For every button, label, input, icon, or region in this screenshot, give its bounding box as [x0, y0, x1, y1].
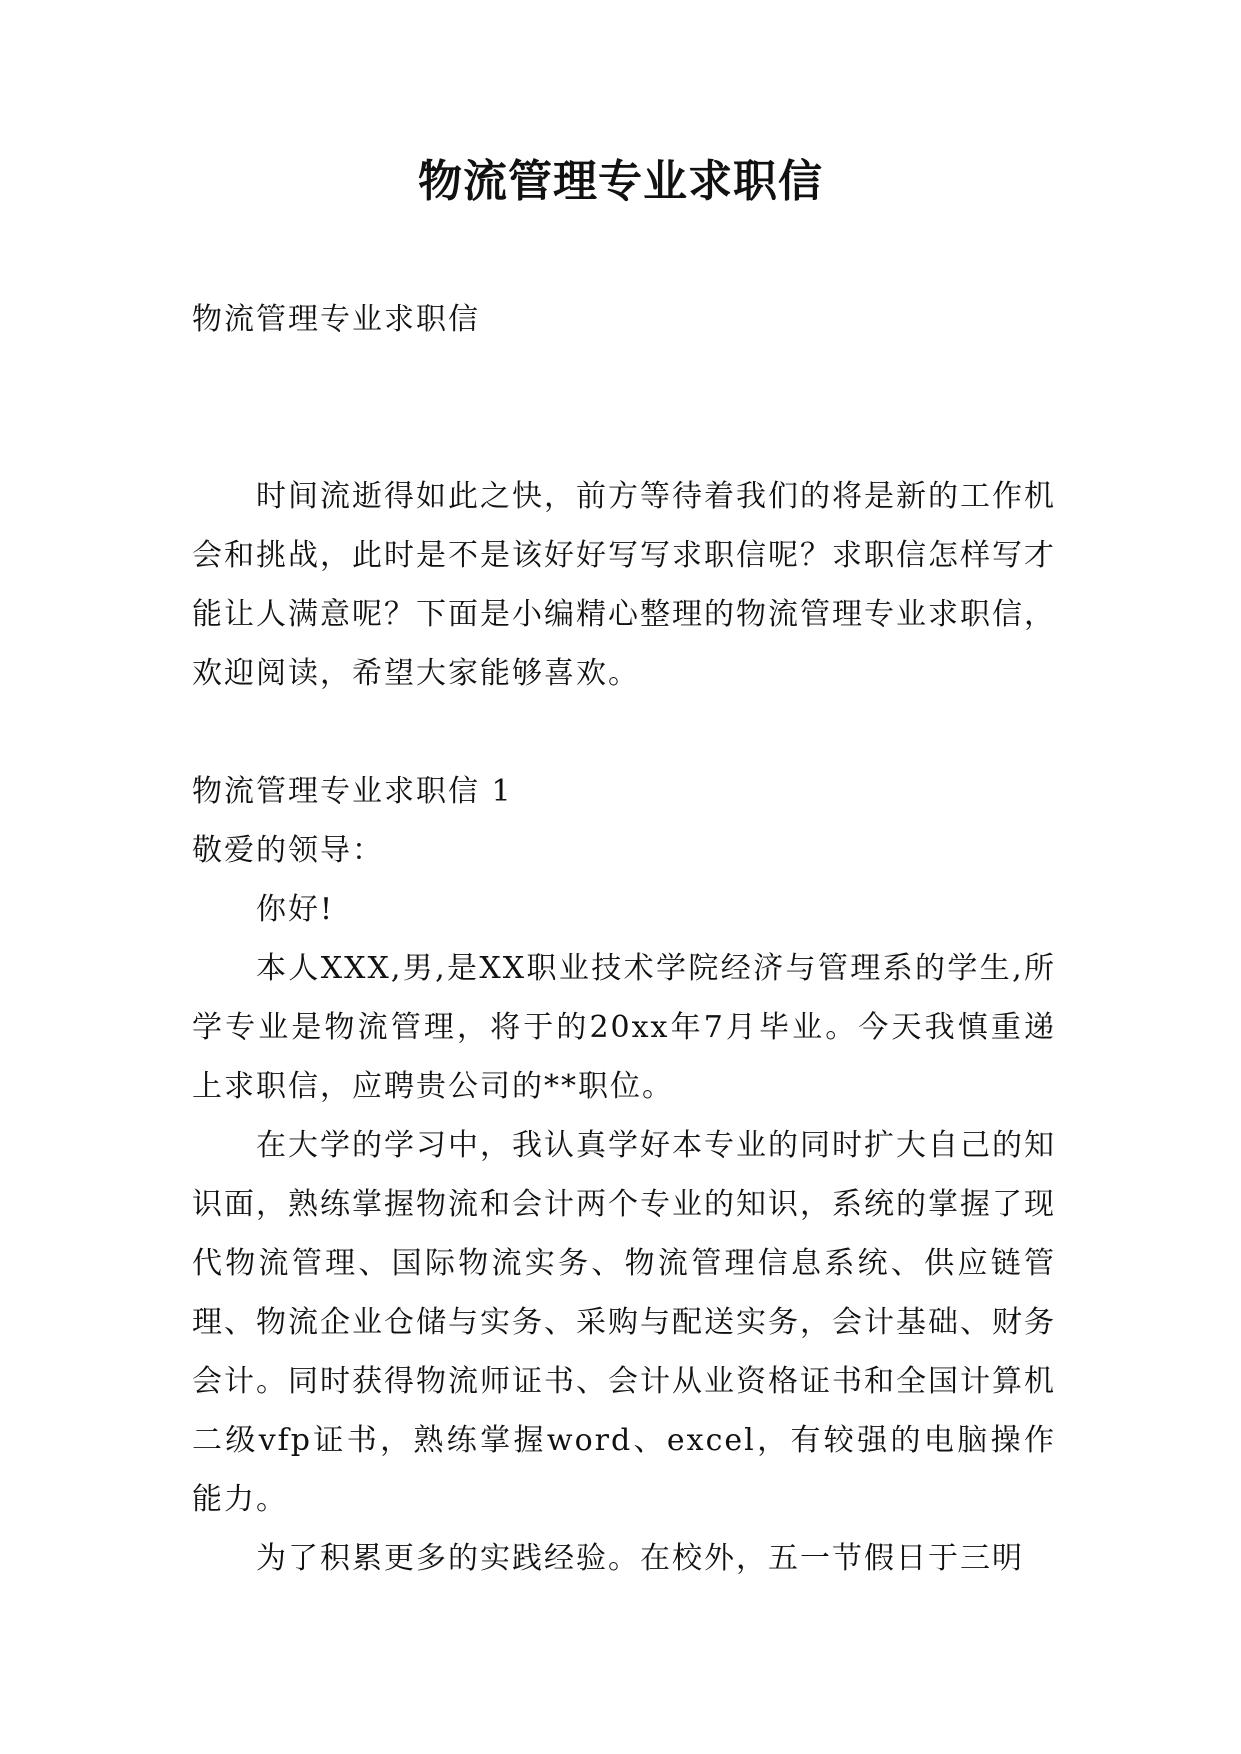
spacer — [192, 349, 1056, 467]
document-subtitle: 物流管理专业求职信 — [192, 302, 480, 337]
spacer — [192, 703, 1056, 762]
body-paragraph: 为了积累更多的实践经验。在校外，五一节假日于三明 — [256, 1541, 1024, 1576]
body-paragraph: 本人XXX,男,是XX职业技术学院经济与管理系的学生,所学专业是物流管理，将于的20xx年7月毕业。今天我慎重递上求职信，应聘贵公司的**职位。 — [192, 951, 1056, 1104]
document-title: 物流管理专业求职信 — [418, 156, 823, 207]
salutation: 敬爱的领导： — [192, 833, 384, 868]
section-heading: 物流管理专业求职信 1 — [192, 774, 513, 809]
document-body — [192, 290, 1056, 1588]
intro-paragraph: 时间流逝得如此之快，前方等待着我们的将是新的工作机会和挑战，此时是不是该好好写写求职信呢？求职信怎样写才能让人满意呢？下面是小编精心整理的物流管理专业求职信，欢迎阅读，希望大家能够喜欢。 — [192, 479, 1056, 691]
greeting: 你好! — [256, 892, 335, 927]
body-paragraph: 在大学的学习中，我认真学好本专业的同时扩大自己的知识面，熟练掌握物流和会计两个专业的知识，系统的掌握了现代物流管理、国际物流实务、物流管理信息系统、供应链管理、物流企业仓储与实务、采购与配送实务，会计基础、财务会计。同时获得物流师证书、会计从业资格证书和全国计算机二级vfp证书，熟练掌握word、excel，有较强的电脑操作能力。 — [192, 1128, 1056, 1517]
